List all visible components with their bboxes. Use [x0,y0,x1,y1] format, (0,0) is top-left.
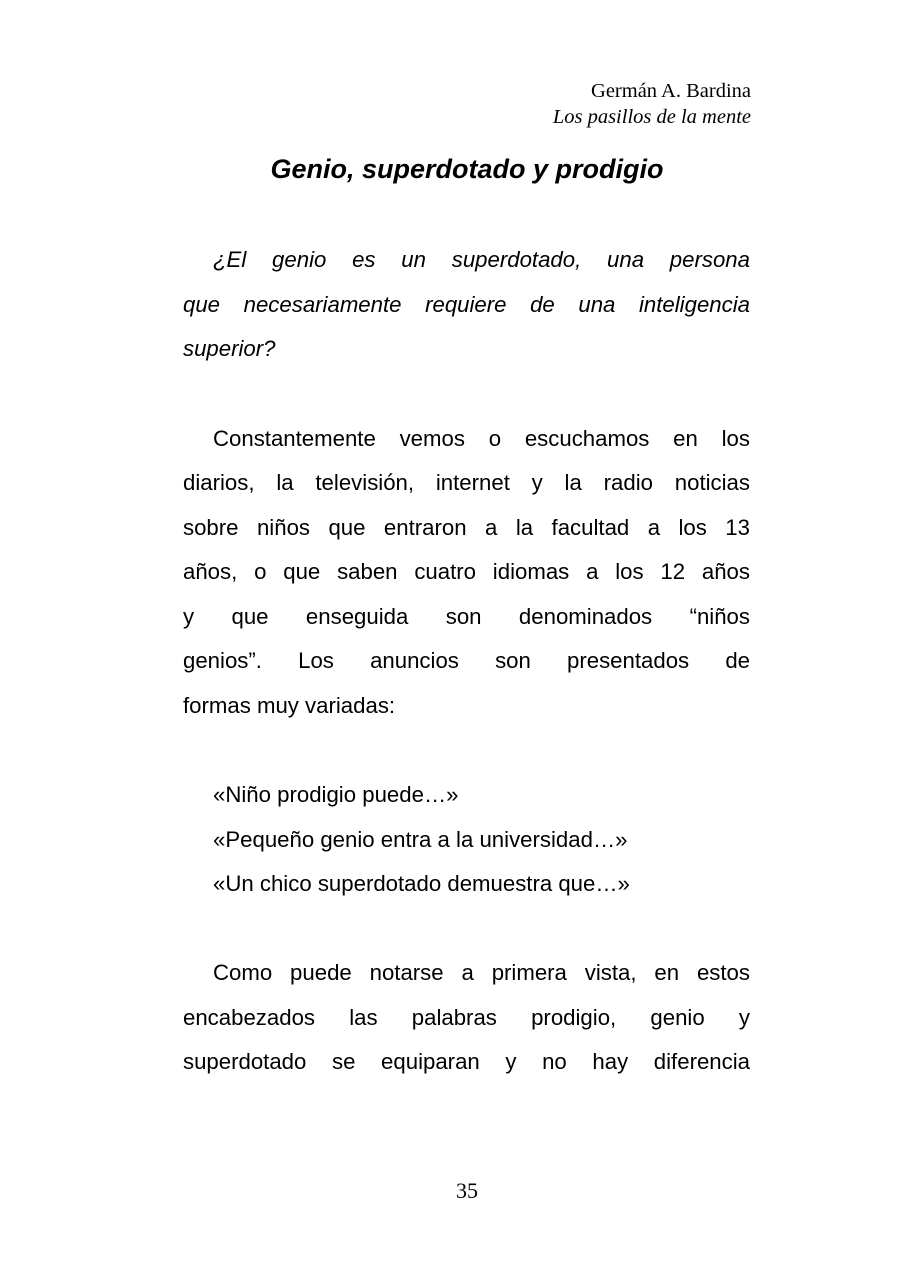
text-line: encabezados las palabras prodigio, genio y [183,1005,750,1030]
text-line: años, o que saben cuatro idiomas a los 12 años [183,559,750,584]
text-line: ¿El genio es un superdotado, una persona [213,247,750,272]
page-number: 35 [456,1178,478,1203]
text-line: formas muy variadas: [183,693,396,718]
text-line: genios”. Los anuncios son presentados de [183,648,750,673]
book-title: Los pasillos de la mente [552,106,751,128]
text-line: sobre niños que entraron a la facultad a los 13 [183,515,750,540]
text-line: y que enseguida son denominados “niños [183,604,750,629]
author-name: Germán A. Bardina [591,80,751,102]
text-line: diarios, la televisión, internet y la radio noticias [183,470,750,495]
text-line: superior? [183,336,276,361]
quote-line: «Pequeño genio entra a la universidad…» [213,827,628,852]
chapter-title: Genio, superdotado y prodigio [270,154,664,184]
running-header [553,78,751,130]
quote-line: «Niño prodigio puede…» [213,782,459,807]
text-line: Constantemente vemos o escuchamos en los [213,426,750,451]
text-line: superdotado se equiparan y no hay diferencia [183,1049,750,1074]
text-line: Como puede notarse a primera vista, en estos [213,960,750,985]
text-line: que necesariamente requiere de una inteligencia [183,292,750,317]
quote-line: «Un chico superdotado demuestra que…» [213,871,630,896]
